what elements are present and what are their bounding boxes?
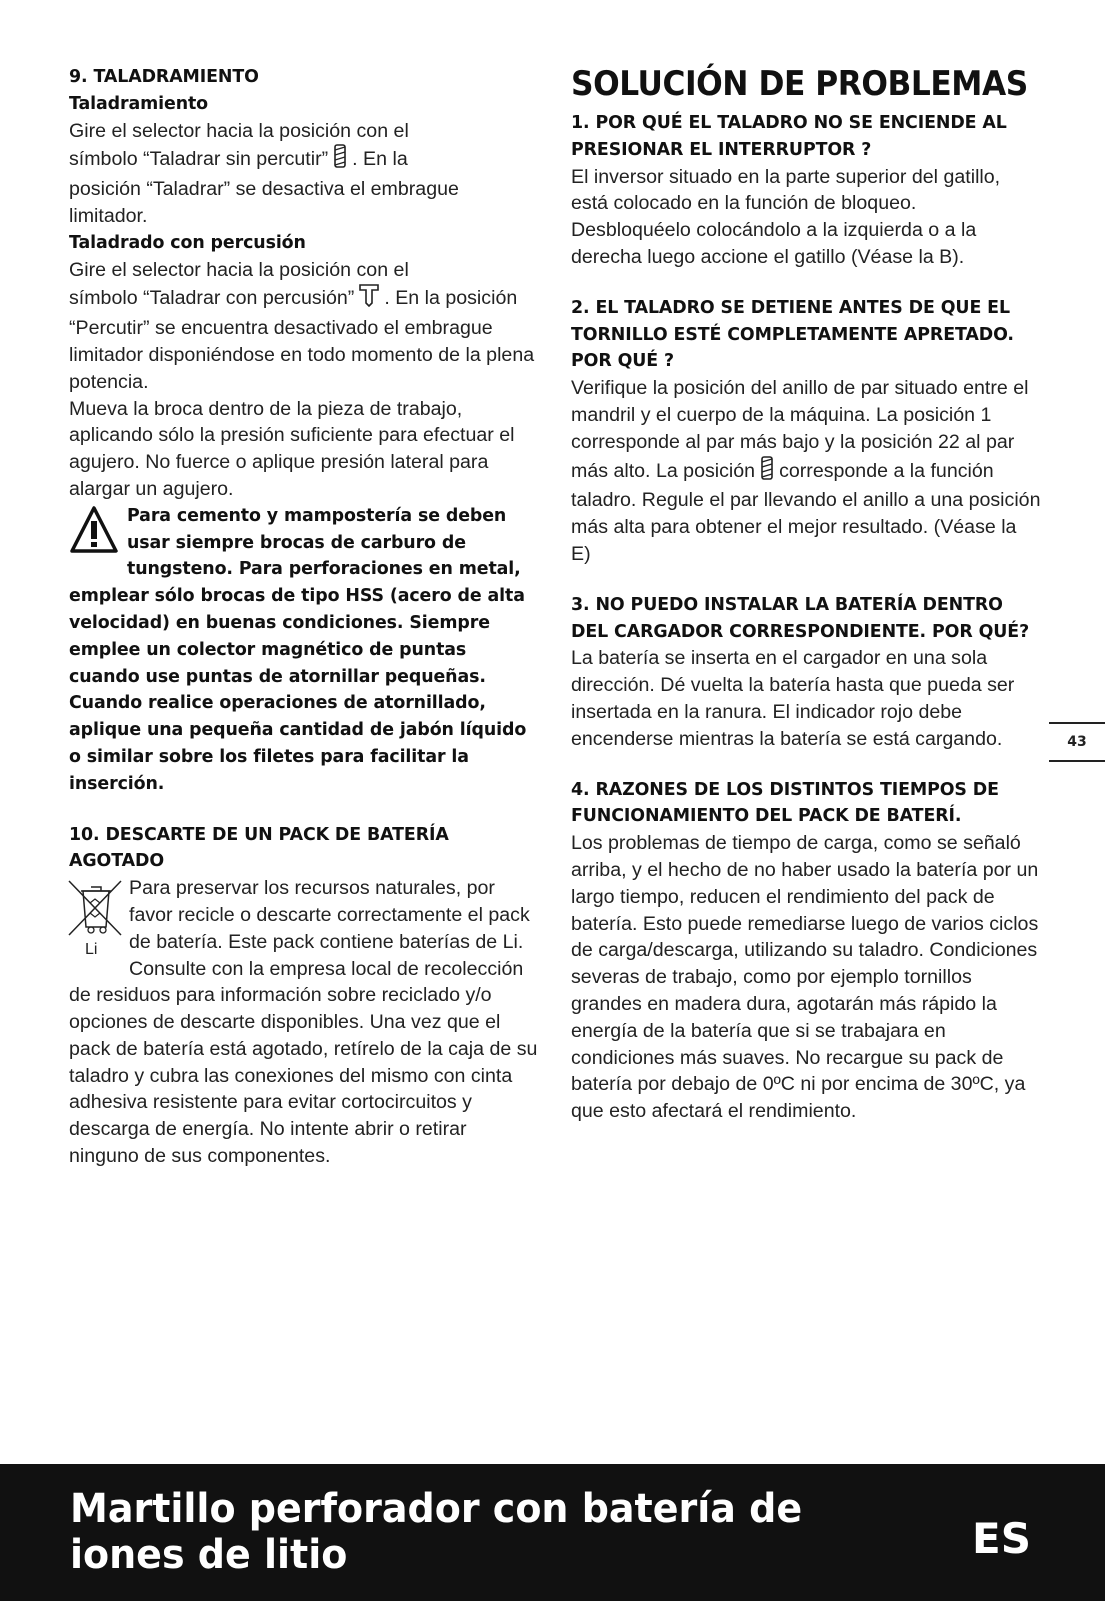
q2-text: Verifique la posición del anillo de par situado entre el mandril y el cuerpo de la máquina. La posición 1 corresponde al par más bajo y la posición 22 al par más alto. La posición corresponde a la función taladro. Regule el par llevando el anillo a una posición más alta para obtener el mejor resultado. (Véase la E)	[571, 377, 1041, 565]
q1-text: El inversor situado en la parte superior del gatillo, está colocado en la función de bloqueo. Desbloquéelo colocándolo a la izquierda o a la derecha luego accione el gatillo (Véase la B).	[571, 165, 1001, 268]
language-code: ES	[972, 1514, 1031, 1563]
q2-heading: 2. EL TALADRO SE DETIENE ANTES DE QUE EL TORNILLO ESTÉ COMPLETAMENTE APRETADO. POR QUÉ ?	[571, 297, 1014, 372]
section-10-heading: 10. DESCARTE DE UN PACK DE BATERÍA AGOTADO	[69, 824, 449, 872]
paragraph-hammer-drilling: Gire el selector hacia la posición con el símbolo “Taladrar con percusión” . En la posición “Percutir” se encuentra desactivado el embrague limitador disponiéndose en todo momento de la plena potencia.	[69, 258, 535, 393]
troubleshooting-title: SOLUCIÓN DE PROBLEMAS	[571, 64, 1028, 104]
page-number-rule-bottom	[1049, 760, 1105, 762]
hammer-drill-icon	[358, 283, 380, 315]
q1-heading: 1. POR QUÉ EL TALADRO NO SE ENCIENDE AL PRESIONAR EL INTERRUPTOR ?	[571, 113, 1007, 160]
warning-text: Para cemento y mampostería se deben usar siempre brocas de carburo de tungsteno. Para perforaciones en metal, emplear sólo brocas de tipo HSS (acero de alta velocidad) en buenas condiciones. Siempre emplee un colector magnético de puntas cuando use puntas de atornillar pequeñas. Cuando realice operaciones de atornillado, aplique una pequeña cantidad de jabón líquido o similar sobre los filetes para facilitar la inserción.	[69, 505, 527, 794]
disposal-block	[69, 875, 539, 1170]
q4-text: Los problemas de tiempo de carga, como se señaló arriba, y el hecho de no haber usado la batería por un largo tiempo, reducen el rendimiento del pack de batería. Esto puede remediarse luego de varios ciclos de carga/descarga, utilizando su taladro. Condiciones severas de trabajo, como por ejemplo tornillos grandes en madera dura, agotarán más rápido la energía de la batería que si se trabajara en condiciones más suaves. No recargue su pack de batería por debajo de 0ºC ni por encima de 30ºC, ya que esto afectará el rendimiento.	[571, 832, 1039, 1123]
section-9-subheading-hammer: Taladrado con percusión	[69, 232, 306, 253]
page-number-tab	[1049, 722, 1105, 762]
right-column	[571, 64, 1041, 1125]
footer-banner	[0, 1464, 1105, 1601]
drill-bit-icon	[759, 456, 775, 488]
crossed-bin-icon	[65, 877, 125, 959]
q3-heading: 3. NO PUEDO INSTALAR LA BATERÍA DENTRO DEL CARGADOR CORRESPONDIENTE. POR QUÉ?	[571, 594, 1030, 642]
paragraph-disposal: Para preservar los recursos naturales, por favor recicle o descarte correctamente el pack de batería. Este pack contiene baterías de Li. Consulte con la empresa local de recolección de residuos para información sobre reciclado y/o opciones de descarte disponibles. Una vez que el pack de batería está agotado, retírelo de la caja de su taladro y cubra las conexiones del mismo con cinta adhesiva resistente para evitar cortocircuitos y descarga de energía. No intente abrir o retirar ninguno de sus componentes.	[69, 877, 538, 1168]
warning-block	[69, 503, 539, 798]
warning-icon	[69, 505, 119, 557]
page-number: 43	[1067, 734, 1087, 750]
bin-li-label: Li	[85, 941, 98, 959]
section-9-subheading-drilling: Taladramiento	[69, 93, 209, 114]
q4-heading: 4. RAZONES DE LOS DISTINTOS TIEMPOS DE FUNCIONAMIENTO DEL PACK DE BATERÍ.	[571, 779, 999, 827]
q3-text: La batería se inserta en el cargador en una sola dirección. Dé vuelta la batería hasta que pueda ser insertada en la ranura. El indicador rojo debe encenderse mientras la batería se está cargando.	[571, 647, 1015, 750]
product-title: Martillo perforador con batería de iones de litio	[70, 1486, 803, 1578]
left-column	[69, 64, 539, 1170]
section-9-heading: 9. TALADRAMIENTO	[69, 67, 259, 87]
drill-bit-icon	[332, 144, 348, 176]
paragraph-drilling: Gire el selector hacia la posición con el símbolo “Taladrar sin percutir” . En la posición “Taladrar” se desactiva el embrague limitador.	[69, 119, 459, 227]
paragraph-technique: Mueva la broca dentro de la pieza de trabajo, aplicando sólo la presión suficiente para efectuar el agujero. No fuerce o aplique presión lateral para alargar un agujero.	[69, 397, 515, 500]
